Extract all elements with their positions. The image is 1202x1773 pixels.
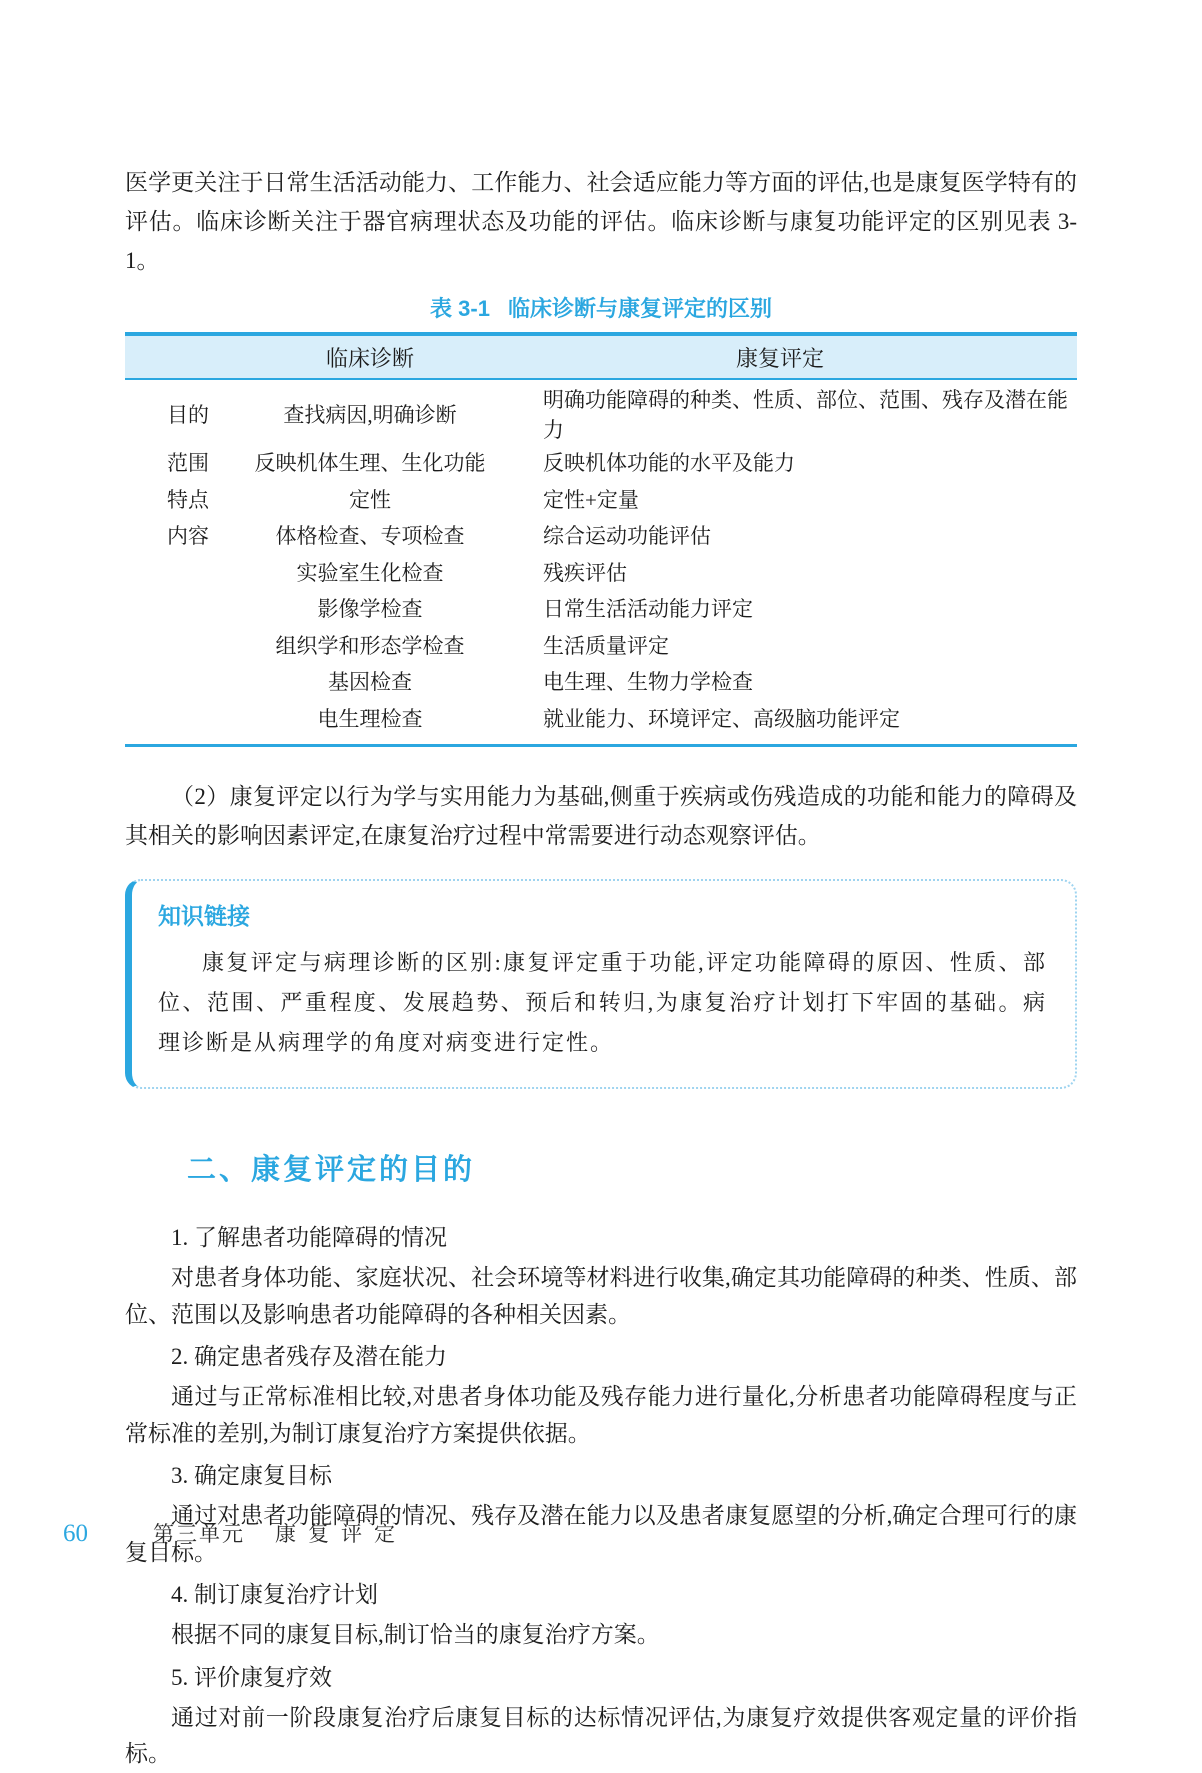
list-item-body: 根据不同的康复目标,制订恰当的康复治疗方案。 bbox=[171, 1622, 660, 1647]
table-row bbox=[125, 481, 1077, 518]
table-cell: 反映机体功能的水平及能力 bbox=[543, 451, 795, 476]
list-item-body: 对患者身体功能、家庭状况、社会环境等材料进行收集,确定其功能障碍的种类、性质、部位、范围以及影响患者功能障碍的各种相关因素。 bbox=[125, 1265, 1077, 1327]
list-item-heading: 3. 确定康复目标 bbox=[171, 1463, 332, 1488]
numbered-list bbox=[125, 1220, 1077, 1773]
knowledge-box bbox=[125, 879, 1077, 1089]
table-title bbox=[125, 294, 1077, 324]
table-cell: 综合运动功能评估 bbox=[543, 524, 711, 549]
table-cell: 日常生活活动能力评定 bbox=[543, 597, 753, 622]
table-row bbox=[125, 384, 1077, 444]
list-item-body: 通过对前一阶段康复治疗后康复目标的达标情况评估,为康复疗效提供客观定量的评价指标。 bbox=[125, 1704, 1077, 1766]
table-cell: 反映机体生理、生化功能 bbox=[254, 451, 486, 476]
knowledge-box-title: 知识链接 bbox=[158, 903, 250, 929]
list-item-heading: 4. 制订康复治疗计划 bbox=[171, 1582, 378, 1607]
table-cell: 就业能力、环境评定、高级脑功能评定 bbox=[543, 706, 900, 731]
list-item-heading: 1. 了解患者功能障碍的情况 bbox=[171, 1225, 447, 1250]
table-cell: 目的 bbox=[167, 403, 209, 427]
table-cell: 基因检查 bbox=[328, 670, 412, 695]
footer-chapter-title: 康复评定 bbox=[275, 1522, 407, 1546]
table-cell: 范围 bbox=[167, 451, 209, 476]
table-row bbox=[125, 700, 1077, 737]
table-cell: 影像学检查 bbox=[317, 597, 423, 622]
paragraph-2: （2）康复评定以行为学与实用能力为基础,侧重于疾病或伤残造成的功能和能力的障碍及其相关的影响因素评定,在康复治疗过程中常需要进行动态观察评估。 bbox=[125, 784, 1077, 848]
table-cell: 体格检查、专项检查 bbox=[275, 524, 465, 549]
table-header-row bbox=[125, 336, 1077, 380]
table-cell: 实验室生化检查 bbox=[296, 560, 444, 585]
table-row bbox=[125, 663, 1077, 700]
table-row bbox=[125, 517, 1077, 554]
table-body bbox=[125, 380, 1077, 744]
footer-unit-title: 第三单元 bbox=[153, 1522, 245, 1546]
knowledge-box-content: 康复评定与病理诊断的区别:康复评定重于功能,评定功能障碍的原因、性质、部位、范围、严重程度、发展趋势、预后和转归,为康复治疗计划打下牢固的基础。病理诊断是从病理学的角度对病变进行定性。 bbox=[158, 950, 1047, 1055]
table-header-clinical: 临床诊断 bbox=[325, 345, 414, 371]
table-label: 表 3-1 bbox=[430, 296, 490, 321]
intro-paragraph: 医学更关注于日常生活活动能力、工作能力、社会适应能力等方面的评估,也是康复医学特有的评估。临床诊断关注于器官病理状态及功能的评估。临床诊断与康复功能评定的区别见表 3-1。 bbox=[125, 170, 1077, 273]
table-row bbox=[125, 590, 1077, 627]
table-cell: 生活质量评定 bbox=[543, 633, 669, 658]
list-item-heading: 2. 确定患者残存及潜在能力 bbox=[171, 1344, 447, 1369]
list-item-body: 通过与正常标准相比较,对患者身体功能及残存能力进行量化,分析患者功能障碍程度与正常标准的差别,为制订康复治疗方案提供依据。 bbox=[125, 1384, 1077, 1446]
table-cell: 定性 bbox=[349, 487, 391, 512]
table-cell: 内容 bbox=[167, 524, 209, 549]
table-title-text: 临床诊断与康复评定的区别 bbox=[507, 296, 772, 321]
page-number: 60 bbox=[63, 1520, 88, 1547]
list-item-body: 通过对患者功能障碍的情况、残存及潜在能力以及患者康复愿望的分析,确定合理可行的康复目标。 bbox=[125, 1503, 1077, 1565]
table-header-rehab: 康复评定 bbox=[735, 345, 824, 371]
table-cell: 组织学和形态学检查 bbox=[275, 633, 465, 658]
table-cell: 电生理检查 bbox=[317, 706, 423, 731]
table-cell: 电生理、生物力学检查 bbox=[543, 670, 753, 695]
table-cell: 定性+定量 bbox=[543, 487, 639, 512]
table-cell: 查找病因,明确诊断 bbox=[283, 403, 457, 427]
section-heading: 二、康复评定的目的 bbox=[187, 1154, 476, 1186]
comparison-table bbox=[125, 332, 1077, 747]
table-cell: 特点 bbox=[167, 487, 209, 512]
table-cell: 残疾评估 bbox=[543, 560, 627, 585]
table-row bbox=[125, 444, 1077, 481]
list-item-heading: 5. 评价康复疗效 bbox=[171, 1664, 332, 1690]
page-footer bbox=[63, 1518, 407, 1548]
table-row bbox=[125, 627, 1077, 664]
table-cell: 明确功能障碍的种类、性质、部位、范围、残存及潜在能力 bbox=[543, 388, 1068, 442]
table-row bbox=[125, 554, 1077, 591]
